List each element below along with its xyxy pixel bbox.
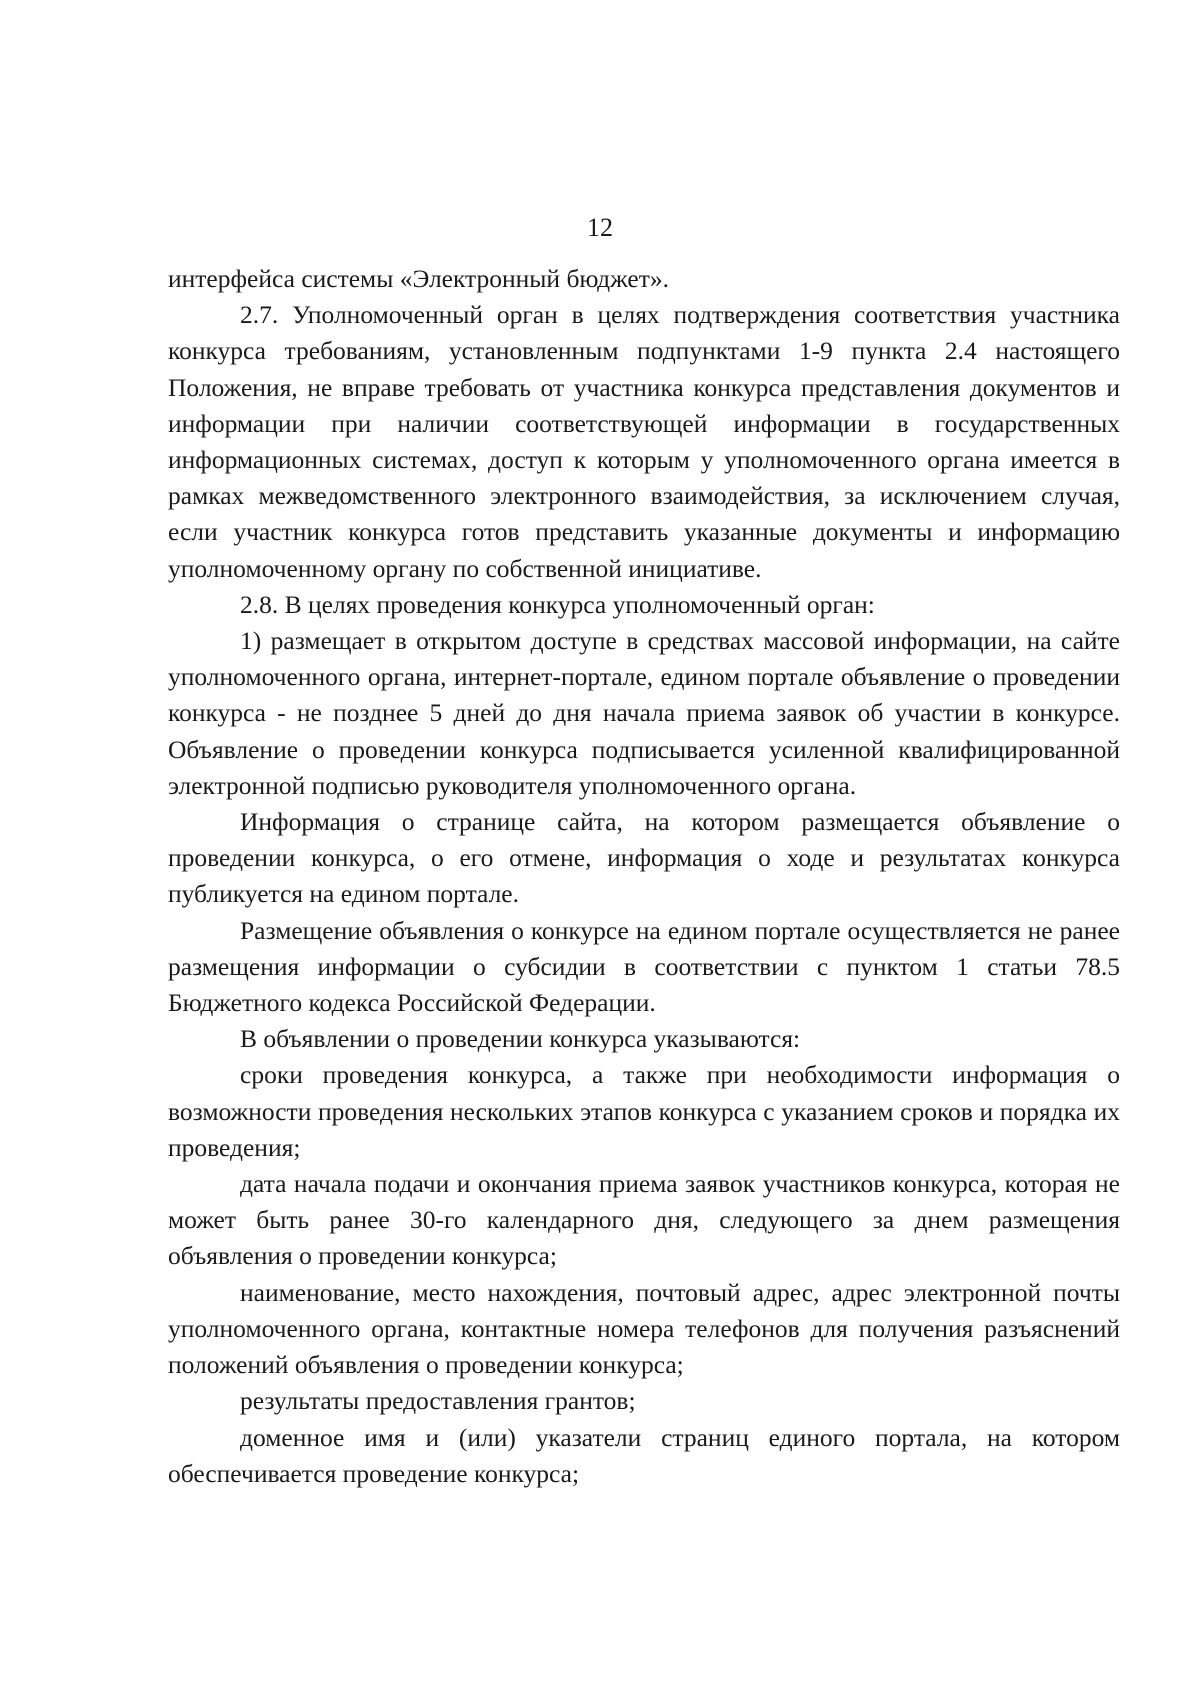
paragraph-portal-placement: Размещение объявления о конкурсе на едином портале осуществляется не ранее размещения информации о субсидии в соответствии с пунктом 1 статьи 78.5 Бюджетного кодекса Российской Федерации. [168, 915, 1120, 1018]
paragraph-2-7: 2.7. Уполномоченный орган в целях подтверждения соответствия участника конкурса требованиям, установленным подпунктами 1-9 пункта 2.4 настоящего Положения, не вправе требовать от участника конкурса представления документов и информации при наличии соответствующей информации в государственных информационных системах, доступ к которым у уполномоченного органа имеется в рамках межведомственного электронного взаимодействия, за исключением случая, если участник конкурса готов представить указанные документы и информацию уполномоченному органу по собственной инициативе. [168, 300, 1120, 583]
list-item-dates: дата начала подачи и окончания приема заявок участников конкурса, которая не может быть ранее 30-го календарного дня, следующего за днем размещения объявления о проведении конкурса; [168, 1169, 1120, 1271]
list-item-terms: сроки проведения конкурса, а также при необходимости информация о возможности проведения нескольких этапов конкурса с указанием сроков и порядка их проведения; [168, 1060, 1120, 1162]
list-item-results: результаты предоставления грантов; [240, 1386, 636, 1416]
page-number: 12 [587, 213, 613, 242]
paragraph-announcement-contents: В объявлении о проведении конкурса указываются: [240, 1024, 801, 1054]
document-body [168, 261, 1120, 1492]
paragraph-site-info: Информация о странице сайта, на котором размещается объявление о проведении конкурса, о его отмене, информация о ходе и результатах конкурса публикуется на едином портале. [168, 807, 1120, 909]
list-item-contacts: наименование, место нахождения, почтовый адрес, адрес электронной почты уполномоченного органа, контактные номера телефонов для получения разъяснений положений объявления о проведении конкурса; [168, 1277, 1120, 1380]
paragraph-2-8: 2.8. В целях проведения конкурса уполномоченный орган: [240, 589, 875, 619]
paragraph-item-1: 1) размещает в открытом доступе в средствах массовой информации, на сайте уполномоченного органа, интернет-портале, едином портале объявление о проведении конкурса - не позднее 5 дней до дня начала приема заявок об участии в конкурсе. Объявление о проведении конкурса подписывается усиленной квалифицированной электронной подписью руководителя уполномоченного органа. [168, 626, 1120, 800]
list-item-domain: доменное имя и (или) указатели страниц единого портала, на котором обеспечивается проведение конкурса; [168, 1422, 1120, 1488]
paragraph-continuation: интерфейса системы «Электронный бюджет». [168, 264, 670, 293]
